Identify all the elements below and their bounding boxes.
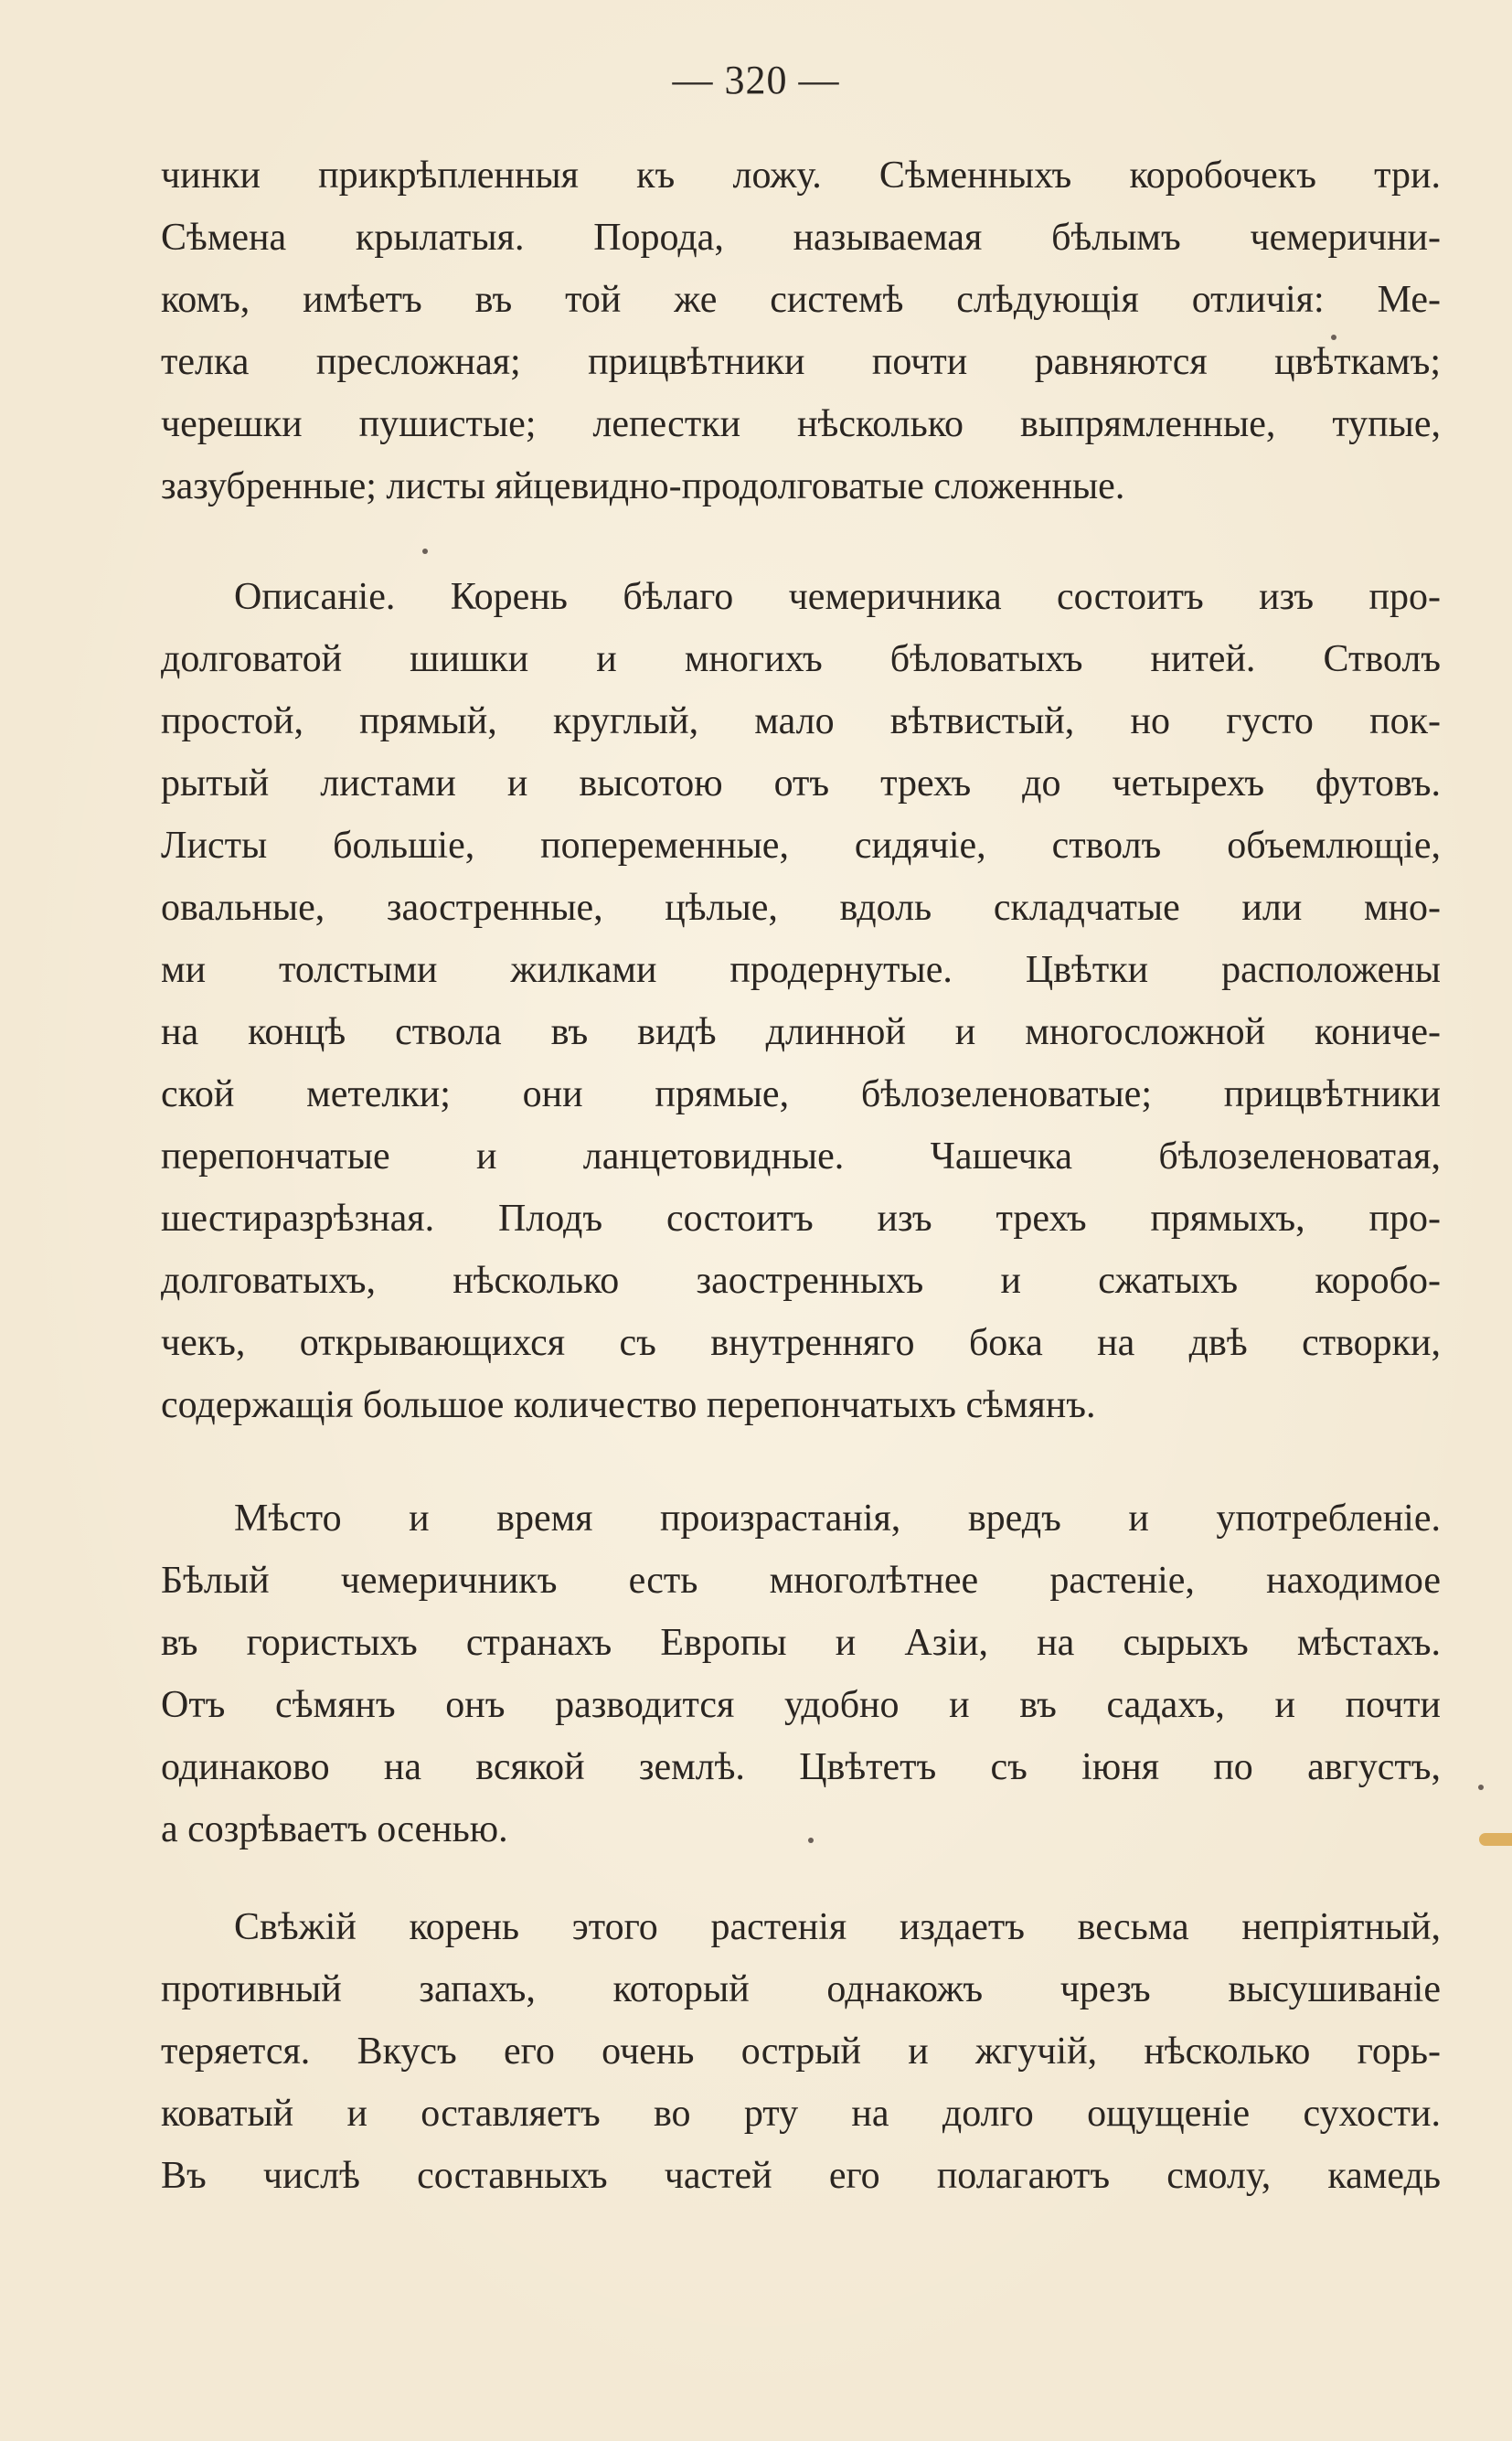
text-line: на концѣ ствола въ видѣ длинной и многосложной коничe-: [161, 1011, 1441, 1053]
ink-speck: [808, 1838, 814, 1843]
text-line: коватый и оставляетъ во рту на долго ощущеніе сухости.: [161, 2093, 1441, 2135]
text-line: чинки прикрѣпленныя къ ложу. Сѣменныхъ коробочекъ три.: [161, 155, 1441, 197]
paragraph-2: [161, 566, 1441, 1436]
text-line: комъ, имѣетъ въ той же системѣ слѣдующія отличія: Ме-: [161, 279, 1441, 321]
ink-speck: [1478, 1785, 1484, 1790]
text-line: Бѣлый чемеричникъ есть многолѣтнее растеніе, находимое: [161, 1560, 1441, 1602]
text-line: черешки пушистые; лепестки нѣсколько выпрямленные, тупые,: [161, 403, 1441, 445]
text-line: перепончатые и ланцетовидные. Чашечка бѣлозеленоватая,: [161, 1135, 1441, 1178]
text-line: содержащія большое количество перепончатыхъ сѣмянъ.: [161, 1384, 1096, 1426]
text-line: рытый листами и высотою отъ трехъ до четырехъ футовъ.: [161, 762, 1441, 805]
page-number: — 320 —: [672, 58, 840, 102]
text-line: простой, прямый, круглый, мало вѣтвистый, но густо пок-: [161, 700, 1441, 742]
text-line: овальные, заостренные, цѣлые, вдоль складчатые или мно-: [161, 887, 1441, 929]
text-line: въ гористыхъ странахъ Европы и Азіи, на сырыхъ мѣстахъ.: [161, 1622, 1441, 1664]
page-edge-mark: [1479, 1833, 1512, 1846]
text-line: ми толстыми жилками продернутые. Цвѣтки расположены: [161, 949, 1441, 991]
text-line: долговатой шишки и многихъ бѣловатыхъ нитей. Стволъ: [161, 638, 1441, 680]
text-line: теряется. Вкусъ его очень острый и жгучій, нѣсколько горь-: [161, 2031, 1441, 2073]
ink-speck: [422, 549, 428, 554]
text-line: Листы большіе, попеременные, сидячіе, стволъ объемлющіе,: [161, 825, 1441, 867]
text-line: Сѣмена крылатыя. Порода, называемая бѣлымъ чемерични-: [161, 217, 1441, 259]
text-line: Описаніе. Корень бѣлаго чемеричника состоитъ изъ про-: [234, 576, 1441, 618]
text-line: ской метелки; они прямые, бѣлозеленоватые; прицвѣтники: [161, 1073, 1441, 1115]
text-line: Свѣжій корень этого растенія издаетъ весьма непріятный,: [234, 1906, 1441, 1948]
ink-speck: [1331, 335, 1336, 340]
paragraph-1: [161, 144, 1441, 517]
text-line: телка пресложная; прицвѣтники почти равняются цвѣткамъ;: [161, 341, 1441, 383]
text-line: Отъ сѣмянъ онъ разводится удобно и въ садахъ, и почти: [161, 1684, 1441, 1726]
text-line: Мѣсто и время произрастанія, вредъ и употребленіе.: [234, 1498, 1441, 1540]
text-line: Въ числѣ составныхъ частей его полагаютъ смолу, камедь: [161, 2155, 1441, 2197]
text-line: шестиразрѣзная. Плодъ состоитъ изъ трехъ прямыхъ, про-: [161, 1198, 1441, 1240]
text-line: а созрѣваетъ осенью.: [161, 1808, 508, 1850]
text-line: одинаково на всякой землѣ. Цвѣтетъ съ іюня по августъ,: [161, 1746, 1441, 1788]
paragraph-3: [161, 1487, 1441, 1860]
text-line: чекъ, открывающихся съ внутренняго бока на двѣ створки,: [161, 1322, 1441, 1364]
text-line: долговатыхъ, нѣсколько заостренныхъ и сжатыхъ коробо-: [161, 1260, 1441, 1302]
text-line: противный запахъ, который однакожъ чрезъ высушиваніе: [161, 1968, 1441, 2010]
text-line: зазубренные; листы яйцевидно-продолговатые сложенные.: [161, 465, 1125, 507]
paragraph-4: [161, 1896, 1441, 2207]
